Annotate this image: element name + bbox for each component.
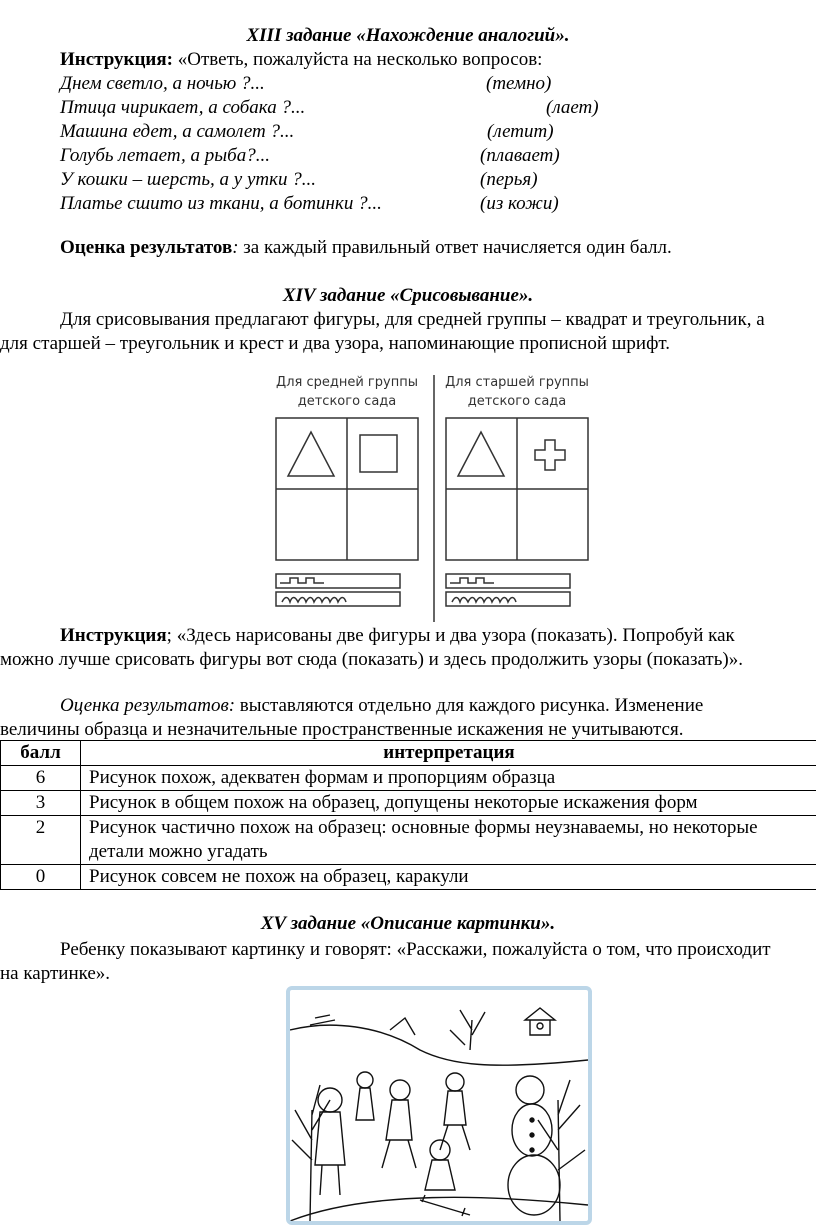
score-cell: 6 [1,766,81,791]
analogy-answer: (летит) [487,121,554,142]
instruction-text: «Ответь, пожалуйста на несколько вопросов: [173,49,543,70]
score-cell: 0 [1,865,81,890]
triangle-shape [458,432,504,476]
hill-line [290,1025,588,1065]
table-row [1,865,816,890]
table-row [1,766,816,791]
eval-label: Оценка результатов [60,237,233,258]
square-shape [360,435,397,472]
pattern-meander [280,578,324,583]
analogy-question: Днем светло, а ночью ?... [60,73,265,94]
instruction-label: Инструкция: [60,49,173,70]
pattern-box [276,574,400,588]
eval-text: за каждый правильный ответ начисляется один балл. [238,237,672,258]
winter-scene-picture [286,986,592,1225]
analogy-answer: (лает) [546,97,599,118]
child-figure [425,1140,455,1190]
section-13-title: XIII задание «Нахождение аналогий». [246,25,570,46]
table-row [1,816,816,865]
section-15-para-line1: Ребенку показывают картинку и говорят: «Расскажи, пожалуйста о том, что происходит [60,939,771,960]
child-figure [315,1088,345,1195]
ground-line [290,1197,588,1221]
right-caption-line1: Для старшей группы [445,375,589,390]
score-cell: 3 [1,791,81,816]
analogy-question: Птица чирикает, а собака ?... [60,97,306,118]
table-header-row [1,741,816,766]
sled-on-hill [310,1015,335,1025]
pattern-box [446,592,570,606]
evaluation-14-line2: величины образца и незначительные пространственные искажения не учитываются. [0,719,684,740]
cross-shape [535,440,565,470]
right-caption-line2: детского сада [467,394,567,409]
child-figure [356,1072,374,1120]
birdhouse [525,1008,555,1035]
column-header: балл [1,741,81,766]
child-figure [382,1080,416,1168]
snowman-base [508,1155,560,1215]
analogy-answer: (из кожи) [480,193,559,214]
instruction-label: Инструкция [60,625,167,646]
section-14-para-line2: для старшей – треугольник и крест и два узора, напоминающие прописной шрифт. [0,333,671,354]
section-15-title: XV задание «Описание картинки». [260,913,556,934]
pattern-box [446,574,570,588]
tree [450,1010,485,1050]
child-figure [440,1073,470,1150]
eval-label: Оценка результатов: [60,695,236,716]
interpretation-cell: Рисунок в общем похож на образец, допущены некоторые искажения форм [81,791,816,816]
triangle-shape [288,432,334,476]
evaluation-14-line1 [60,694,703,718]
instruction-14-line1 [60,624,735,648]
table-row [1,791,816,816]
figure-drawing [260,370,600,625]
score-cell: 2 [1,816,81,865]
pattern-loops [452,598,516,603]
snowman-head [516,1076,544,1104]
pattern-meander [450,578,494,583]
analogy-answer: (темно) [486,73,552,94]
column-header: интерпретация [81,741,816,766]
eval-colon: : [232,237,239,258]
analogy-answer: (перья) [480,169,538,190]
analogy-question: Голубь летает, а рыба?... [60,145,270,166]
instruction-text: ; «Здесь нарисованы две фигуры и два узора (показать). Попробуй как [166,625,735,646]
left-caption-line1: Для средней группы [276,375,418,390]
interpretation-cell: Рисунок похож, адекватен формам и пропорциям образца [81,766,816,791]
analogy-question: У кошки – шерсть, а у утки ?... [60,169,316,190]
tree [292,1085,330,1221]
section-15-para-line2: на картинке». [0,963,111,984]
instruction-14-line2: можно лучше срисовать фигуры вот сюда (показать) и здесь продолжить узоры (показать)». [0,649,743,670]
interpretation-cell: Рисунок совсем не похож на образец, каракули [81,865,816,890]
pattern-box [276,592,400,606]
interpretation-cell: Рисунок частично похож на образец: основные формы неузнаваемы, но некоторые детали можно угадать [81,816,816,865]
analogy-answer: (плавает) [480,145,560,166]
scoring-table [0,740,816,890]
analogy-question: Платье сшито из ткани, а ботинки ?... [60,193,382,214]
analogy-question: Машина едет, а самолет ?... [60,121,295,142]
section-14-title: XIV задание «Срисовывание». [282,285,534,306]
winter-scene-illustration [290,990,588,1221]
instruction-13 [60,48,542,72]
child-on-hill [390,1018,415,1035]
left-caption-line2: детского сада [297,394,397,409]
evaluation-13 [60,236,672,260]
pattern-loops [282,598,346,603]
eval-text: выставляются отдельно для каждого рисунка. Изменение [235,695,704,716]
section-14-para-line1: Для срисовывания предлагают фигуры, для средней группы – квадрат и треугольник, а [60,309,765,330]
